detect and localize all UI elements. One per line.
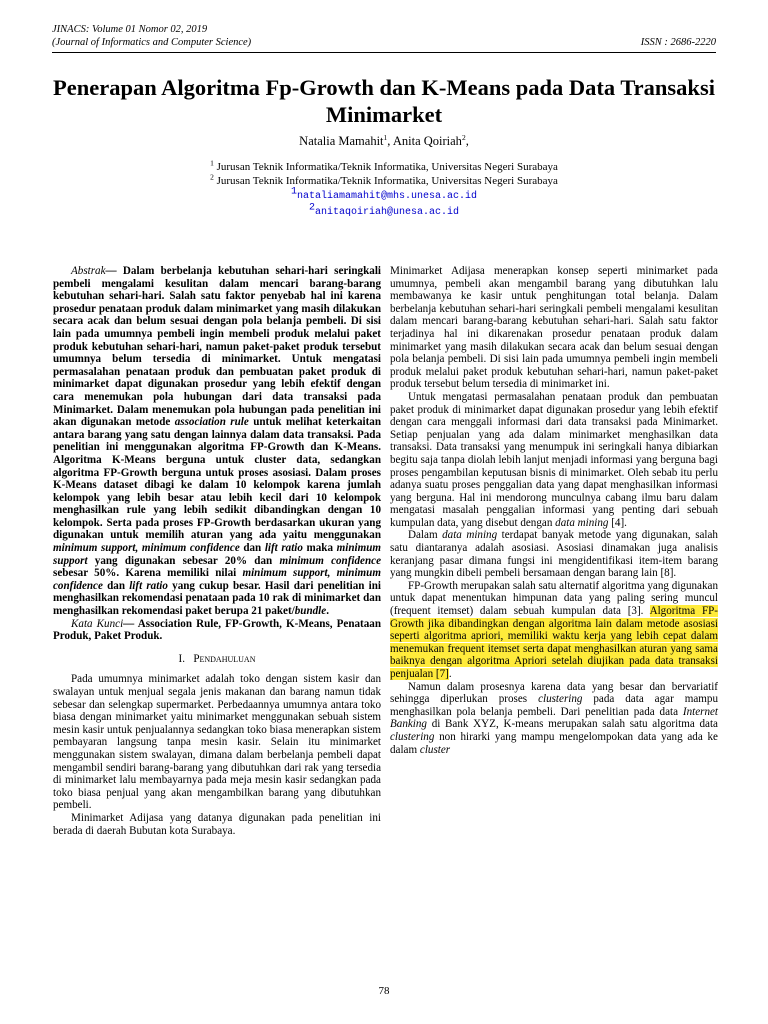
author-line — [0, 134, 768, 149]
paragraph-italic: Internet Banking — [390, 705, 718, 731]
paragraph-italic: data mining — [442, 529, 498, 542]
abstract-italic: minimum support — [53, 542, 382, 567]
right-paragraph-3 — [390, 529, 718, 579]
abstract-italic: minimum support, minimum confidence — [53, 542, 240, 555]
abstract-italic: minimum confidence — [279, 554, 381, 567]
paragraph-italic: clustering — [538, 693, 583, 706]
paragraph-text: pada data agar mampu menghasilkan pola belanja pembeli. Dari penelitian pada data — [390, 693, 718, 718]
paragraph-text: di Bank XYZ, K-means merupakan salah satu algoritma data — [426, 718, 718, 731]
keywords-text: Association Rule, FP-Growth, K-Means, Penataan Produk, Paket Produk. — [53, 617, 381, 643]
header-rule — [52, 52, 716, 53]
right-paragraph-4 — [390, 580, 718, 681]
page-number: 78 — [378, 985, 390, 997]
abstract-text: dan — [239, 542, 265, 555]
author-1-sup: 1 — [383, 132, 388, 142]
paragraph-text: Dalam — [408, 529, 443, 542]
right-paragraph-2 — [390, 391, 718, 530]
paper-title: Penerapan Algoritma Fp-Growth dan K-Means pada Data Transaksi Minimarket — [53, 75, 715, 127]
author-end: , — [465, 134, 469, 148]
paragraph-text: FP-Growth merupakan salah satu alternatif algoritma yang digunakan untuk dapat menentukan himpunan data yang paling sering muncul (frequent itemset) dalam sebuah kumpulan data [3]. — [390, 579, 718, 618]
journal-name: (Journal of Informatics and Computer Science) — [52, 37, 252, 48]
abstract — [53, 265, 381, 618]
affiliation-2 — [0, 174, 768, 188]
abstract-text: untuk melihat keterkaitan antara barang yang satu dengan lainnya dalam data transaksi. Pada penelitian ini menggunakan algoritma FP-Growth dan K-Means. Algoritma K-Means berguna untuk cluster data, sedangkan algoritma FP-Growth berguna untuk proses asosiasi. Dalam proses K-Means dataset dibagi ke dalam 10 kelompok karena jumlah kelompok yang lebih besar atau lebih kecil dari 10 kelompok menghasilkan rule yang lebih sedikit dibandingkan dengan 10 kelompok. Serta pada proses FP-Growth berdasarkan ukuran yang digunakan untuk memilih aturan yang ada yaitu menggunakan — [53, 416, 382, 542]
section-title: Pendahuluan — [193, 652, 256, 665]
intro-paragraph-2: Minimarket Adijasa yang datanya digunakan pada penelitian ini berada di daerah Bubutan kota Surabaya. — [53, 811, 381, 837]
abstract-text: Dalam berbelanja kebutuhan sehari-hari seringkali pembeli mengalami kesulitan dalam mencari barang-barang kebutuhan sehari-hari. Salah satu faktor penyebab hal ini karena prosedur penataan produk dalam minimarket yang masih dilakukan secara acak dan belum sesuai dengan pola belanja pembeli. Di sisi lain pada umumnya pembeli ingin membeli produk melalui paket produk kebutuhan sehari-hari, namun paket-paket produk tersebut umumnya belum tersedia di minimarket. Untuk mengatasi permasalahan penataan produk dan pembuatan paket produk di minimarket dapat digunakan prosedur yang lebih efektif dengan cara menemukan pola hubungan dari data transaksi pada Minimarket. Dalam menemukan pola hubungan pada penelitian ini akan digunakan metode — [53, 265, 381, 429]
paragraph-text: [4]. — [608, 516, 627, 529]
right-column — [390, 265, 718, 756]
paragraph-italic: cluster — [419, 743, 451, 756]
keywords-dash: — — [123, 617, 138, 630]
abstract-text: yang cukup besar. Hasil dari penelitian ini menghasilkan rekomendasi penataan pada 10 rak di minimarket dan menghasilkan rekomendasi paket berupa 21 paket/ — [53, 579, 382, 618]
abstract-italic: lift ratio — [129, 579, 168, 592]
email-1[interactable] — [0, 188, 768, 204]
paragraph-italic: data mining — [555, 516, 609, 529]
affiliation-1-sup: 1 — [210, 158, 214, 168]
email-1-link[interactable]: nataliamamahit@mhs.unesa.ac.id — [296, 191, 478, 202]
paragraph-text: . — [448, 668, 452, 680]
abstract-text: maka — [302, 542, 337, 555]
journal-issn: ISSN : 2686-2220 — [640, 37, 716, 48]
abstract-text: yang digunakan sebesar 20% dan — [87, 554, 280, 567]
email-2-link[interactable]: anitaqoiriah@unesa.ac.id — [314, 207, 460, 218]
email-1-sup: 1 — [290, 186, 297, 198]
abstract-label: Abstrak — [71, 265, 106, 277]
right-paragraph-1: Minimarket Adijasa menerapkan konsep seperti minimarket pada umumnya, pembeli akan mengambil barang yang dibutuhkan lalu membawanya ke kasir untuk penghitungan total belanja. Dalam berbelanja kebutuhan sehari-hari seringkali pembeli mengalami kesulitan dalam mencari barang-barang kebutuhan sehari-hari. Salah satu faktor terjadinya hal ini dikarenakan prosedur penataan produk dalam minimarket yang masih dilakukan secara acak dan belum sesuai dengan pola belanja pembeli. Di sisi lain pada umumnya pembeli ingin membeli produk melalui paket produk kebutuhan sehari-hari, namun paket-paket produk tersebut belum tersedia di minimarket ini. — [390, 265, 718, 391]
paragraph-text: terdapat banyak metode yang digunakan, salah satu diantaranya adalah asosiasi. Asosiasi dinamakan juga analisis keranjang pasar dimana fungsi ini mengidentifikasi item-item barang yang mungkin dibeli pembeli bersamaan dengan barang lain [8]. — [390, 529, 718, 580]
section-heading — [53, 653, 381, 666]
abstract-text: sebesar 50%. Karena memiliki nilai — [53, 567, 243, 580]
keywords-label: Kata Kunci — [71, 617, 124, 630]
affiliation-2-text: Jurusan Teknik Informatika/Teknik Informatika, Universitas Negeri Surabaya — [216, 175, 558, 187]
section-number: I. — [178, 652, 185, 665]
abstract-italic: association rule — [174, 416, 249, 429]
right-paragraph-5 — [390, 681, 718, 757]
paragraph-italic: clustering — [390, 730, 435, 743]
left-column — [53, 265, 381, 837]
author-2: Anita Qoiriah — [392, 134, 462, 148]
affiliation-2-sup: 2 — [210, 172, 214, 182]
abstract-text: dan — [102, 579, 130, 592]
highlighted-text: Algoritma FP-Growth jika dibandingkan dengan algoritma lain dalam metode asosiasi seperti algoritma apriori, memiliki waktu kerja yang lebih cepat dalam menemukan frequent itemset serta dapat menghasilkan aturan yang sama baiknya dengan algoritma Apriori setelah diujikan pada data transaksi penjualan [7] — [390, 605, 718, 680]
email-2-sup: 2 — [308, 202, 315, 214]
abstract-dash: — — [105, 265, 123, 277]
keywords — [53, 618, 381, 643]
affiliation-1 — [0, 160, 768, 174]
affiliation-1-text: Jurusan Teknik Informatika/Teknik Informatika, Universitas Negeri Surabaya — [216, 161, 558, 173]
journal-header — [52, 23, 716, 49]
intro-paragraph-1: Pada umumnya minimarket adalah toko dengan sistem kasir dan swalayan untuk menjual segala jenis makanan dan barang namun tidak sebesar dan selengkap supermarket. Perbedaannya umumnya antara toko biasa dengan minimarket yaitu minimarket menggunakan sebuah sistem mesin kasir untuk penjualannya sedangkan toko biasa menerapkan sistem pembayaran langsung tanpa mesin kasir. Selain itu minimarket menggunakan sistem swalayan, dimana dalam berbelanja pembeli dapat mengambil sendiri barang-barang yang dibutuhkan dari rak yang tersedia di minimarket lalu membayarnya pada meja mesin kasir sedangkan pada toko biasa penjual yang akan mengambilkan barang yang dibutuhkan pembeli. — [53, 673, 381, 812]
email-2[interactable] — [0, 204, 768, 220]
affiliations — [0, 160, 768, 220]
paragraph-text: Untuk mengatasi permasalahan penataan produk dan pembuatan paket produk di minimarket dapat digunakan prosedur yang lebih efektif dengan cara menggali informasi dari data transaksi pada Minimarket. Setiap penjualan yang ada dalam minimarket menghasilkan data transaksi. Data transaksi yang menumpuk ini seringkali hanya dibiarkan begitu saja tanpa diolah lebih lanjut menjadi informasi yang berguna bagi proses pengambilan keputusan bisnis di minimarket. Oleh sebab itu perlu adanya suatu proses penggalian data yang dapat menghasilkan informasi yang berguna. Hal ini mendorong munculnya cabang ilmu baru dalam mengatasi masalah penggalian informasi yang penting dari sebuah kumpulan data, yang disebut dengan — [390, 390, 718, 529]
author-1: Natalia Mamahit — [299, 134, 384, 148]
paragraph-text: Namun dalam prosesnya karena data yang besar dan bervariatif sehingga diperlukan proses — [390, 680, 718, 706]
abstract-text: . — [326, 605, 329, 618]
abstract-italic: bundle — [294, 605, 327, 618]
paragraph-text: non hirarki yang mampu mengelompokan data yang ada ke dalam — [390, 730, 718, 756]
author-2-sup: 2 — [461, 132, 466, 142]
journal-volume: JINACS: Volume 01 Nomor 02, 2019 — [52, 24, 208, 35]
abstract-italic: minimum support, minimum confidence — [53, 567, 381, 592]
abstract-italic: lift ratio — [264, 542, 303, 555]
author-separator: , — [387, 134, 393, 148]
